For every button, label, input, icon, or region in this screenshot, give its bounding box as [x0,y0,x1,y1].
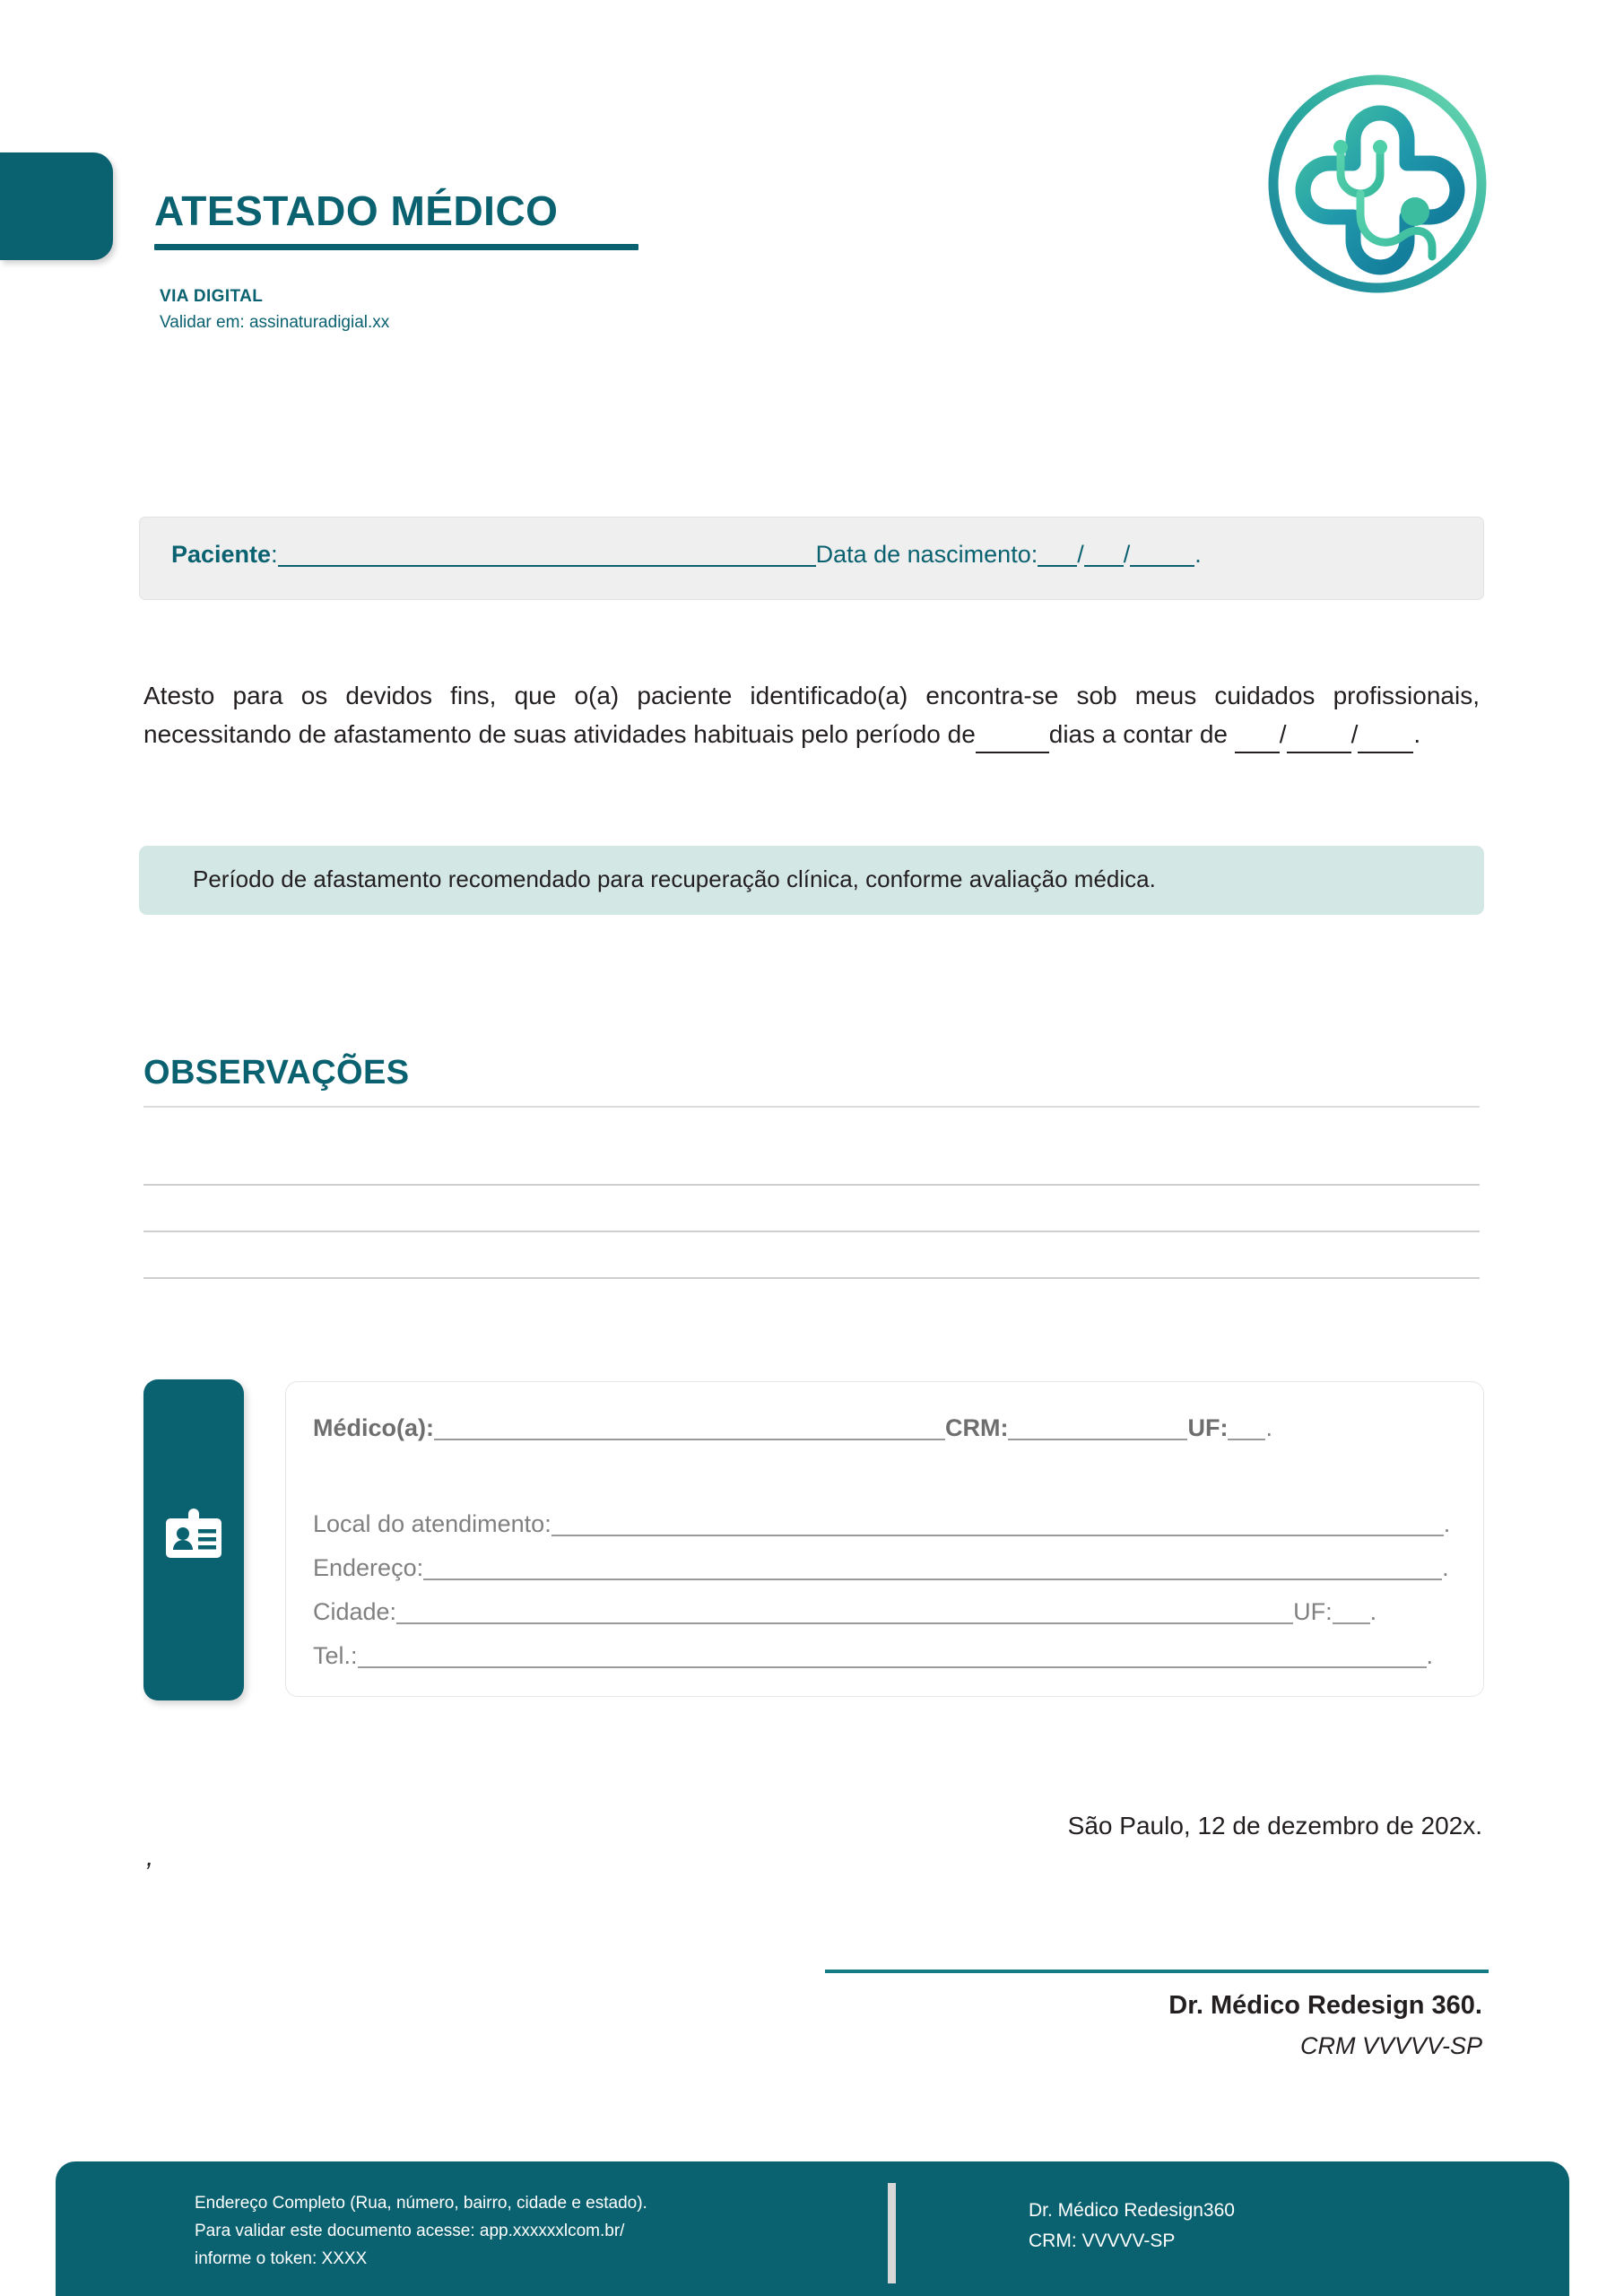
footer-validation-line: Para validar este documento acesse: app.xxxxxxlcom.br/ [195,2221,625,2240]
tel-label: Tel.: [313,1642,358,1669]
medico-label: Médico(a): [313,1414,434,1441]
cidade-label: Cidade: [313,1598,397,1625]
certificate-body-paragraph [143,677,1480,753]
observations-write-line[interactable] [143,1277,1480,1279]
cidade-uf-blank[interactable] [1333,1604,1370,1624]
footer-right-column [1029,2196,1235,2256]
footer-token-line: informe o token: XXXX [195,2248,368,2268]
title-block [154,187,638,250]
city-date-text: São Paulo, 12 de dezembro de 202x. [1067,1812,1482,1839]
title-underline [154,244,638,250]
tel-row [313,1644,1433,1668]
endereco-row [313,1556,1449,1580]
uf-period: . [1265,1414,1272,1441]
start-date-year-blank[interactable] [1358,734,1413,753]
page-footer [56,2161,1569,2296]
birth-year-blank[interactable] [1130,545,1194,567]
crm-label: CRM: [945,1414,1009,1441]
footer-doctor-name: Dr. Médico Redesign360 [1029,2200,1235,2221]
date-sep-1: / [1279,719,1287,748]
endereco-label: Endereço: [313,1554,424,1581]
crm-blank[interactable] [1008,1420,1187,1440]
patient-period: . [1194,541,1202,568]
days-blank[interactable] [976,734,1049,753]
local-blank[interactable] [551,1516,1444,1536]
tel-period: . [1426,1642,1434,1669]
uf-blank[interactable] [1228,1420,1265,1440]
endereco-blank[interactable] [423,1560,1442,1580]
patient-field-row [171,543,1463,567]
footer-left-column [195,2190,647,2273]
start-date-month-blank[interactable] [1287,734,1351,753]
page-title: ATESTADO MÉDICO [154,187,559,234]
cidade-row [313,1600,1376,1624]
cidade-uf-label: UF: [1293,1598,1333,1625]
header-accent-tab [0,152,113,260]
birth-date-label: Data de nascimento: [815,541,1038,568]
patient-colon: : [271,541,278,568]
observations-write-line[interactable] [143,1184,1480,1186]
footer-divider [888,2183,896,2283]
birth-month-blank[interactable] [1084,545,1124,567]
footer-address-line: Endereço Completo (Rua, número, bairro, cidade e estado). [195,2194,647,2213]
doctor-info-accent-tab [143,1379,244,1700]
doctor-name-row [313,1416,1272,1440]
recommendation-note-box [139,846,1484,915]
observations-write-line[interactable] [143,1231,1480,1232]
recommendation-note-text: Período de afastamento recomendado para recuperação clínica, conforme avaliação médica. [193,865,1156,892]
observations-heading: OBSERVAÇÕES [143,1054,410,1091]
patient-info-box [139,517,1484,600]
birth-sep-2: / [1123,541,1131,568]
observations-heading-rule [143,1106,1480,1108]
birth-day-blank[interactable] [1038,545,1077,567]
local-period: . [1443,1510,1451,1537]
local-label: Local do atendimento: [313,1510,551,1537]
signature-line [825,1970,1489,1973]
patient-label: Paciente [171,541,272,568]
stray-comma-mark: , [146,1842,154,1872]
local-row [313,1512,1450,1536]
body-text-part1: Atesto para os devidos fins, que o(a) paciente identificado(a) encontra-se sob meus cuidados profissionais, necessitando de afastamento de suas atividades habituais pelo período de [143,682,1480,748]
cidade-period: . [1369,1598,1377,1625]
medico-name-blank[interactable] [434,1420,945,1440]
signature-crm: CRM VVVVV-SP [1299,2032,1482,2059]
date-sep-2: / [1350,719,1359,748]
footer-doctor-crm: CRM: VVVVV-SP [1029,2230,1176,2251]
endereco-period: . [1442,1554,1449,1581]
patient-name-blank[interactable] [278,545,816,567]
via-digital-label: VIA DIGITAL [160,287,264,306]
id-badge-icon [163,1507,224,1568]
uf-label: UF: [1187,1414,1229,1441]
medical-cross-stethoscope-logo [1247,54,1507,314]
tel-blank[interactable] [358,1648,1427,1668]
body-end-period: . [1413,719,1421,748]
birth-sep-1: / [1077,541,1084,568]
doctor-info-card [285,1381,1484,1697]
body-text-part2: dias a contar de [1048,719,1229,748]
validation-url-label: Validar em: assinaturadigial.xx [160,313,390,332]
cidade-blank[interactable] [396,1604,1293,1624]
signature-doctor-name: Dr. Médico Redesign 360. [1168,1991,1482,2020]
start-date-day-blank[interactable] [1235,734,1280,753]
